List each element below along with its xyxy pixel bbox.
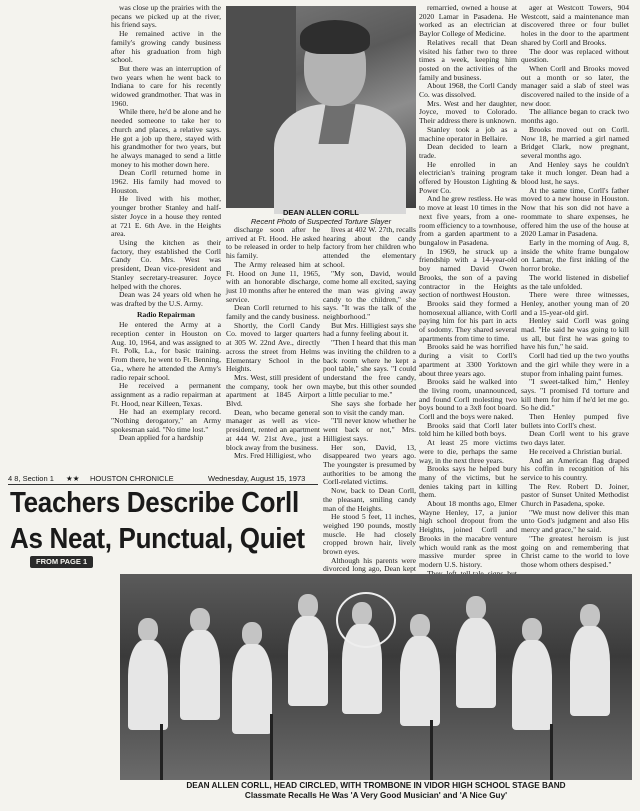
story-paragraph: was close up the prairies with the pecans we picked up at the river, his friend says. xyxy=(111,3,221,30)
story-paragraph: Dean Corll returned home in 1962. His family had moved to Houston. xyxy=(111,168,221,195)
story-paragraph: The Rev. Robert D. Joiner, pastor of Sunset United Methodist Church in Pasadena, spoke. xyxy=(521,481,629,509)
paper-name: HOUSTON CHRONICLE xyxy=(90,474,174,483)
headline-line-1: Teachers Describe Corll xyxy=(10,485,299,519)
story-paragraph: Shortly, the Corll Candy Co. moved to larger quarters at 305 W. 22nd Ave., directly across the street from Helms Elementary School in the Heights. xyxy=(226,320,320,374)
story-paragraph: Dean Corll went to his grave two days later. xyxy=(521,429,629,448)
story-paragraph: The Army released him at Ft. Hood on June 11, 1965, with an honorable discharge, just 10 months after he entered service. xyxy=(226,259,320,304)
story-paragraph: About 1968, the Corll Candy Co. was dissolved. xyxy=(419,81,517,100)
story-paragraph: "I'll never know whether he went back or not," Mrs. Hilligiest says. xyxy=(323,416,416,443)
story-paragraph: Dean was 24 years old when he was drafted by the U.S. Army. xyxy=(111,290,221,308)
band-photo xyxy=(120,574,632,780)
story-paragraph: He received a Christian burial. xyxy=(529,446,622,456)
story-paragraph: Using the kitchen as their factory, they established the Corll Candy Co. Mrs. West was president, Dean vice-president and Stanley secretary-treasurer. Joyce helped with the chores. xyxy=(111,237,221,291)
story-paragraph: Brooks says he helped bury many of the victims, but he denies taking part in killing them. xyxy=(419,464,517,500)
story-paragraph: Her son, David, 13, disappeared two years ago. The youngster is presumed by authorities to be among the Corll-related victims. xyxy=(323,442,416,487)
story-paragraph: Brooks moved out on Corll. Now 18, he married a girl named Bridget Clark, now pregnant, several months ago. xyxy=(521,124,629,160)
story-paragraph: He had an exemplary record. "Nothing derogatory," an Army spokesman said. "No time lost." xyxy=(111,407,221,434)
story-paragraph: The door was replaced without question. xyxy=(521,46,629,65)
edition-stars: ★★ xyxy=(66,474,80,483)
story-paragraph: discharge soon after he arrived at Ft. Hood. He asked to be released in order to help his family. xyxy=(226,225,320,261)
story-paragraph: The alliance began to crack two months ago. xyxy=(521,107,629,126)
story-paragraph: He entered the Army at a reception center in Houston on Aug. 10, 1964, and was assigned to Ft. Polk, La., for basic training. From there, he went to Ft. Benning, Ga., where he attended the Army's radio repair school. xyxy=(111,320,221,382)
story-paragraph: "The greatest heroism is just going on and remembering that Christ came to the world to love those whom others despised." xyxy=(521,533,629,569)
portrait-caption-name: DEAN ALLEN CORLL xyxy=(283,208,359,217)
story-paragraph: At least 25 more victims were to die, perhaps the same way, in the next three years. xyxy=(419,438,517,465)
head-circle-mark xyxy=(336,592,396,648)
story-paragraph: lives at 402 W. 27th, recalls hearing about the candy factory from her children who attended the elementary school. xyxy=(323,225,416,269)
story-paragraph: ager at Westcott Towers, 904 Westcott, said a maintenance man discovered three or four bullet holes in the door to the apartment shared by Corll and Brooks. xyxy=(521,3,629,47)
story-paragraph: Brooks said he was horrified during a visit to Corll's apartment at 3300 Yorktown about three years ago. xyxy=(419,342,517,378)
story-paragraph: Dean decided to learn a trade. xyxy=(419,142,517,160)
headline xyxy=(10,484,310,556)
story-paragraph: But there was an interruption of two years when he went back to Indiana to care for his recently widowed grandmother. That was in 1960. xyxy=(111,63,221,108)
story-paragraph: She says she forbade her son to visit the candy man. xyxy=(323,399,416,417)
headline-line-2: As Neat, Punctual, Quiet xyxy=(10,520,305,555)
story-paragraph: Then Henley pumped five bullets into Corll's chest. xyxy=(521,412,629,430)
story-paragraph: He lived with his mother, younger brother Stanley and half-sister Joyce in a house they rented at 721 E. 6th Ave. in the Heights area. xyxy=(111,194,221,239)
story-paragraph: The world listened in disbelief as the tale unfolded. xyxy=(521,272,629,291)
band-caption-line-1: DEAN ALLEN CORLL, HEAD CIRCLED, WITH TROMBONE IN VIDOR HIGH SCHOOL STAGE BAND xyxy=(186,781,566,790)
story-column-2 xyxy=(226,226,320,481)
story-paragraph: He received a permanent assignment as a radio repairman at Ft. Hood, near Killeen, Texas. xyxy=(111,381,221,408)
story-paragraph: Dean applied for a hardship xyxy=(119,433,204,443)
story-paragraph: "I sweet-talked him," Henley says. "I promised I'd torture and kill them for him if he'd let me go. So he did." xyxy=(521,377,629,413)
portrait-caption-subtitle: Recent Photo of Suspected Torture Slayer xyxy=(250,216,392,226)
story-paragraph: When Corll and Brooks moved out a month or so later, the manager said a slab of steel was discovered nailed to the inside of a new door. xyxy=(521,63,629,108)
story-paragraph: Early in the morning of Aug. 8, inside the white frame bungalow on Lamar, the first inkling of the horror broke. xyxy=(521,237,629,274)
story-paragraph: He stood 5 feet, 11 inches, weighed 190 pounds, mostly muscle. He had closely cropped brown hair, lively brown eyes. xyxy=(323,512,416,557)
subhead: Radio Repairman xyxy=(136,309,195,319)
story-paragraph: And Henley says he couldn't take it much longer. Dean had a blood lust, he says. xyxy=(521,159,629,187)
story-paragraph: Although his parents were divorced long ago, Dean kept xyxy=(323,555,416,574)
story-paragraph: In 1969, he struck up a friendship with a 14-year-old boy named David Owen Brooks, the son of a paving contractor in the Heights section of northwest Houston. xyxy=(419,246,517,300)
story-paragraph: There were three witnesses, Henley, another young man of 20 and a 15-year-old girl. xyxy=(521,290,629,317)
story-paragraph: He remained active in the family's growing candy business after his graduation from high school. xyxy=(111,29,221,65)
story-paragraph: And he grew restless. He was to move at least 10 times in the next five years, from a one-room efficiency to a townhouse, from a garden apartment to a bungalow in Pasadena. xyxy=(419,194,517,247)
story-paragraph: Dean, who became general manager as well as vice-president, rented an apartment at 444 W. 21st Ave., just a block away from the business. xyxy=(226,407,320,452)
story-paragraph: Corll had tied up the two youths and the girl while they were in a stupor from inhaling paint fumes. xyxy=(521,351,629,378)
story-paragraph: Brooks said he walked into the living room, unannounced, and found Corll molesting two boys bound to a 3x8 foot board. Corll and the boys were naked. xyxy=(419,377,517,422)
story-paragraph: And an American flag draped his coffin in recognition of his service to his country. xyxy=(521,455,629,482)
story-paragraph: Stanley took a job as a machine operator in Bellaire. xyxy=(419,124,517,143)
issue-date: Wednesday, August 15, 1973 xyxy=(208,474,306,483)
from-page-badge: FROM PAGE 1 xyxy=(30,556,93,568)
portrait-photo xyxy=(226,6,416,208)
portrait-caption xyxy=(226,209,416,226)
story-paragraph: Mrs. Fred Hilligiest, who xyxy=(234,451,311,461)
story-paragraph: Mrs. West and her daughter, Joyce, moved to Colorado. Their address there is unknown. xyxy=(419,98,517,126)
story-paragraph: Brooks said they formed a homosexual alliance, with Corll paying him for his part in acts of sodomy. They shared several apartments from time to time. xyxy=(419,298,517,343)
story-paragraph: Relatives recall that Dean visited his father two to three times a week, keeping him posted on the activities of the family and business. xyxy=(419,37,517,82)
story-paragraph: Brooks said that Corll later told him he killed both boys. xyxy=(419,420,517,439)
story-paragraph: About 18 months ago, Elmer Wayne Henley, 17, a junior high school dropout from the Heights, joined Corll and Brooks in the macabre venture which would rank as the most massive murder spree in modern U.S. history. xyxy=(419,499,517,569)
story-paragraph: Henley said Corll was going mad. "He said he was going to kill us all, but first he was going to have his fun," he said. xyxy=(521,316,629,352)
band-photo-caption xyxy=(120,781,632,801)
story-column-3 xyxy=(323,225,416,574)
story-column-1 xyxy=(111,4,221,476)
story-column-4 xyxy=(419,4,517,571)
story-column-5 xyxy=(521,4,629,594)
page-number: 4 8, Section 1 xyxy=(8,474,54,483)
story-paragraph: While there, he'd be alone and he needed someone to take her to church and places, a relative says. He got a job up there, stayed with his grandmother for two years, but he always managed to send a little money to his mother down here. xyxy=(111,107,221,169)
story-paragraph: remarried, owned a house at 2020 Lamar in Pasadena. He worked as an electrician at Baylor College of Medicine. xyxy=(419,3,517,39)
story-paragraph: Mrs. West, still president of the company, took her own apartment at 1845 Airport Blvd. xyxy=(226,372,320,409)
story-paragraph: At the same time, Corll's father moved to a new house in Houston. Now that his son did not have a roommate to share expenses, he offered him the use of the house at 2020 Lamar in Pasadena. xyxy=(521,185,629,239)
story-paragraph: But Mrs. Hilligiest says she had a funny feeling about it. xyxy=(323,320,416,339)
story-paragraph: Dean Corll returned to his family and the candy business. xyxy=(226,303,320,322)
story-paragraph: Now, back to Dean Corll, the pleasant, smiling candy man of the Heights. xyxy=(323,486,416,513)
band-caption-line-2: Classmate Recalls He Was 'A Very Good Musician' and 'A Nice Guy' xyxy=(244,791,508,800)
story-paragraph: He enrolled in an electrician's training program offered by Houston Lighting & Power Co. xyxy=(419,159,517,195)
story-paragraph: "We must now deliver this man unto God's judgment and also His mercy and grace," he said. xyxy=(521,507,629,535)
story-paragraph: "Then I heard that this man was inviting the children to a back room where he kept a pool table," she says. "I could understand the free candy, maybe, but this other sounded a little peculiar to me." xyxy=(323,338,416,400)
story-paragraph: "My son, David, would come home all excited, saying the man was giving away candy to the children," she says. "It was the talk of the neighborhood." xyxy=(323,268,416,322)
